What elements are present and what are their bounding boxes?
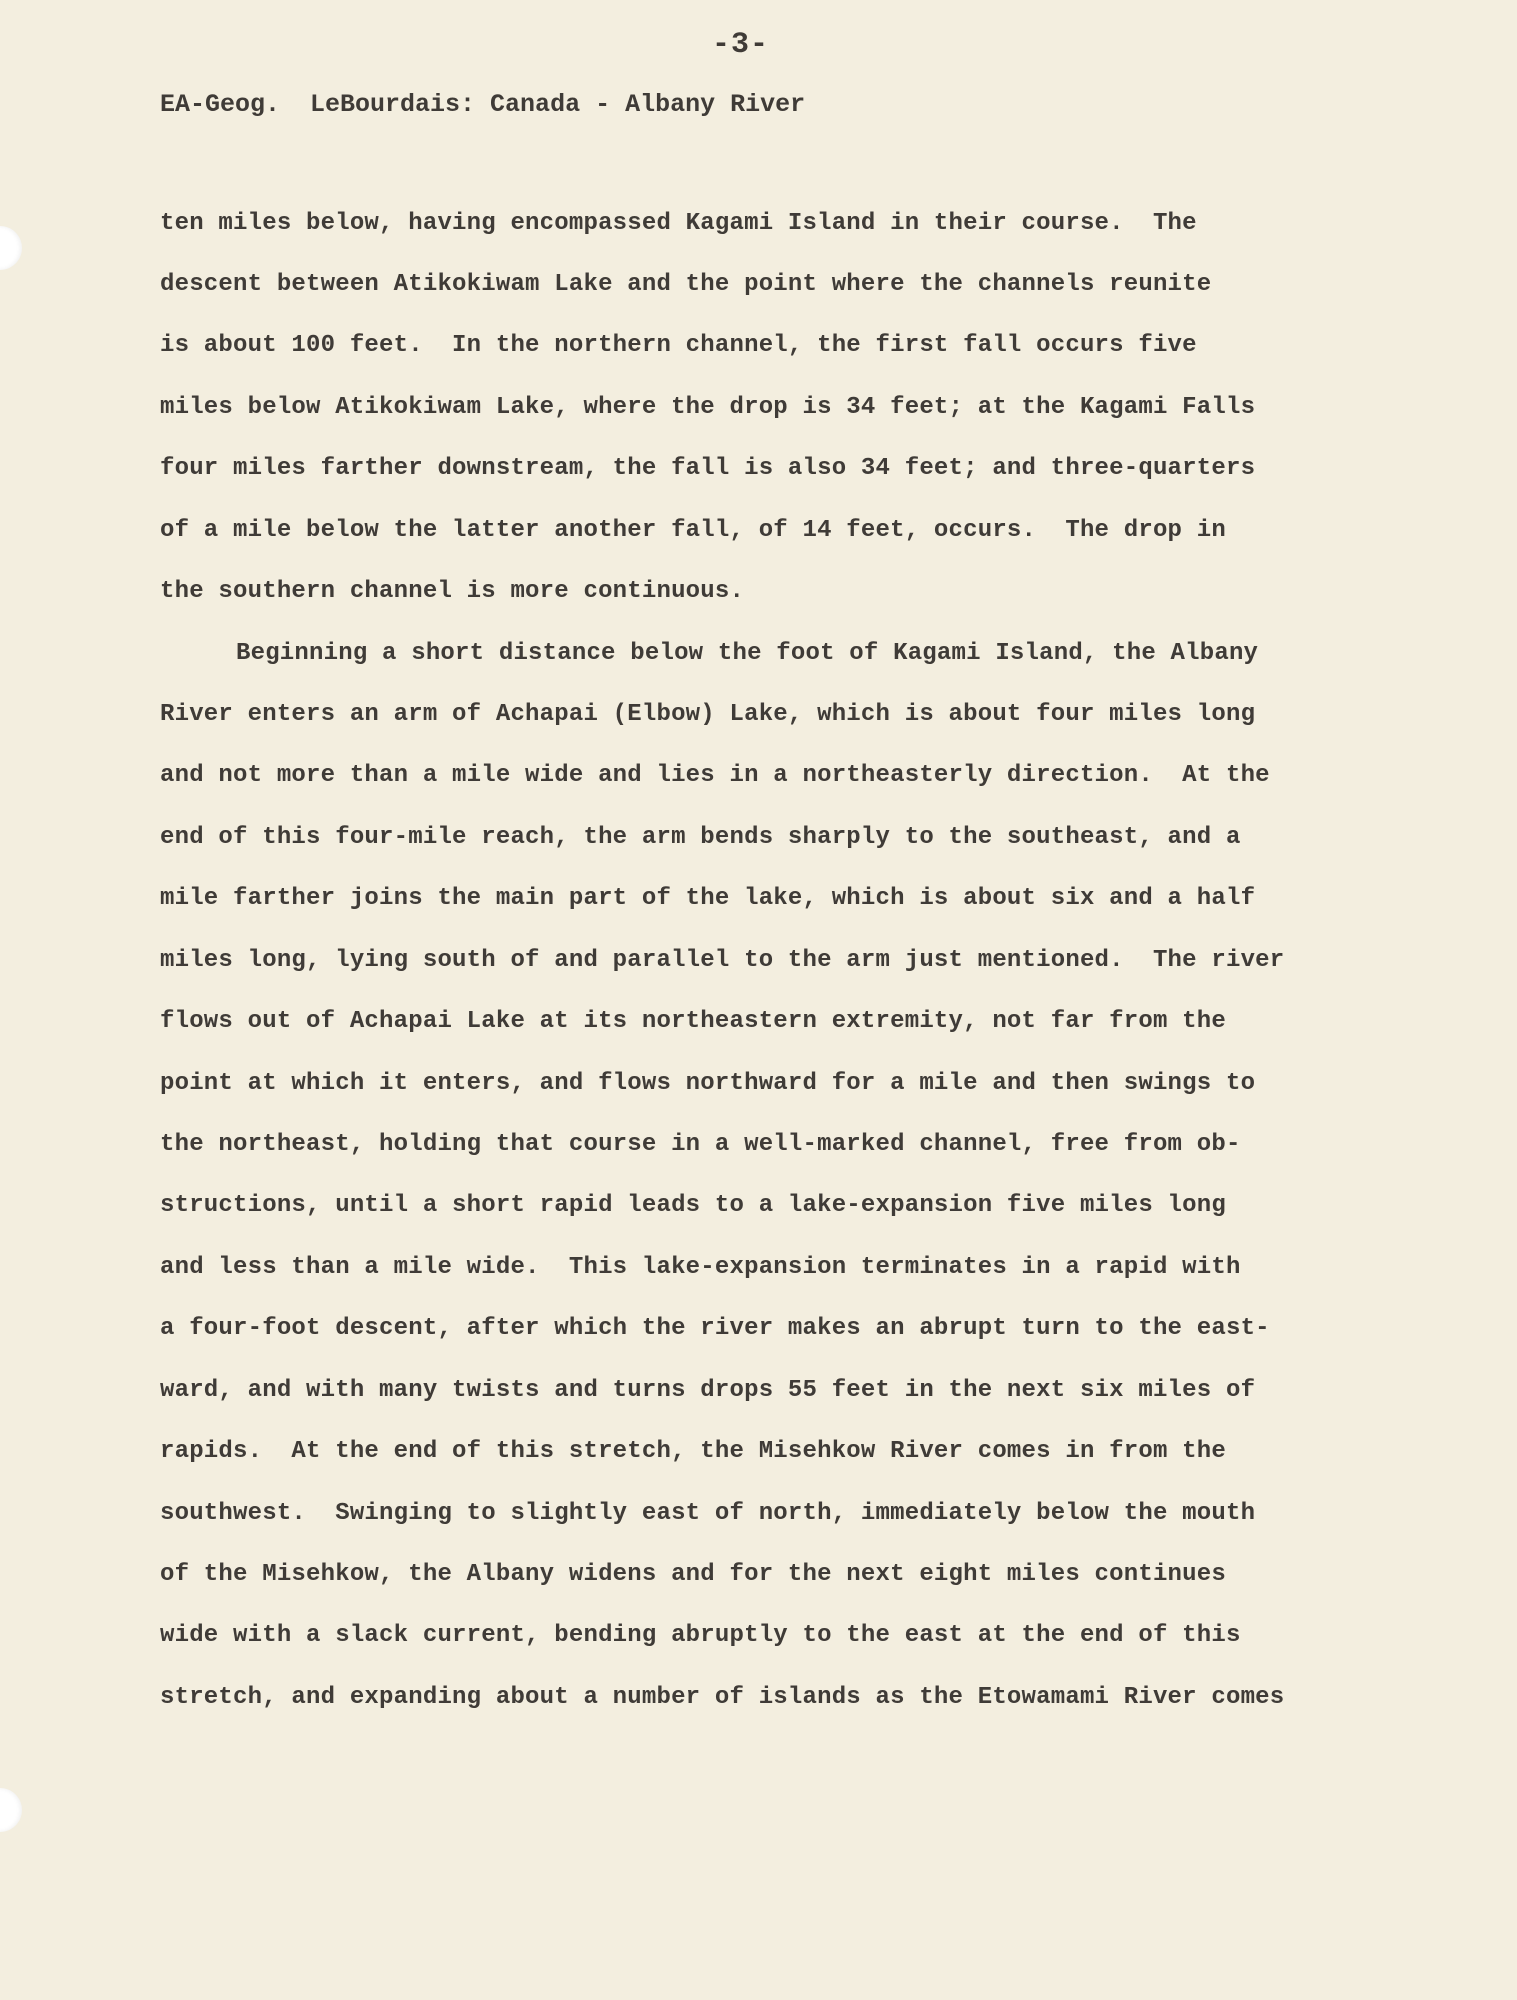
body-line: southwest. Swinging to slightly east of north, immediately below the mouth bbox=[160, 1500, 1256, 1527]
body-line: ward, and with many twists and turns drops 55 feet in the next six miles of bbox=[160, 1377, 1256, 1404]
body-line: structions, until a short rapid leads to a lake-expansion five miles long bbox=[160, 1192, 1226, 1219]
body-line: and less than a mile wide. This lake-expansion terminates in a rapid with bbox=[160, 1254, 1241, 1281]
binder-hole-top bbox=[0, 226, 22, 270]
body-line: the northeast, holding that course in a well-marked channel, free from ob- bbox=[160, 1131, 1241, 1158]
body-line: River enters an arm of Achapai (Elbow) Lake, which is about four miles long bbox=[160, 701, 1256, 728]
body-line: wide with a slack current, bending abruptly to the east at the end of this bbox=[160, 1622, 1241, 1649]
body-line: end of this four-mile reach, the arm bends sharply to the southeast, and a bbox=[160, 824, 1241, 851]
body-line: the southern channel is more continuous. bbox=[160, 578, 745, 605]
body-line: flows out of Achapai Lake at its northeastern extremity, not far from the bbox=[160, 1008, 1226, 1035]
body-line: descent between Atikokiwam Lake and the point where the channels reunite bbox=[160, 271, 1212, 298]
body-line: and not more than a mile wide and lies in a northeasterly direction. At the bbox=[160, 762, 1270, 789]
body-line: is about 100 feet. In the northern channel, the first fall occurs five bbox=[160, 332, 1197, 359]
body-line: of a mile below the latter another fall, of 14 feet, occurs. The drop in bbox=[160, 517, 1226, 544]
body-line: stretch, and expanding about a number of islands as the Etowamami River comes bbox=[160, 1684, 1285, 1711]
body-line: four miles farther downstream, the fall is also 34 feet; and three-quarters bbox=[160, 455, 1256, 482]
document-header: EA-Geog. LeBourdais: Canada - Albany River bbox=[160, 90, 806, 119]
body-line: a four-foot descent, after which the river makes an abrupt turn to the east- bbox=[160, 1315, 1270, 1342]
body-line: point at which it enters, and flows northward for a mile and then swings to bbox=[160, 1070, 1256, 1097]
body-line: miles long, lying south of and parallel to the arm just mentioned. The river bbox=[160, 947, 1285, 974]
paragraph-start-line: Beginning a short distance below the foot of Kagami Island, the Albany bbox=[236, 640, 1259, 667]
body-line: miles below Atikokiwam Lake, where the drop is 34 feet; at the Kagami Falls bbox=[160, 394, 1256, 421]
body-line: rapids. At the end of this stretch, the Misehkow River comes in from the bbox=[160, 1438, 1226, 1465]
binder-hole-bottom bbox=[0, 1788, 22, 1832]
body-line: mile farther joins the main part of the lake, which is about six and a half bbox=[160, 885, 1256, 912]
page-number: -3- bbox=[712, 28, 770, 62]
body-line: ten miles below, having encompassed Kagami Island in their course. The bbox=[160, 210, 1197, 237]
body-line: of the Misehkow, the Albany widens and for the next eight miles continues bbox=[160, 1561, 1226, 1588]
